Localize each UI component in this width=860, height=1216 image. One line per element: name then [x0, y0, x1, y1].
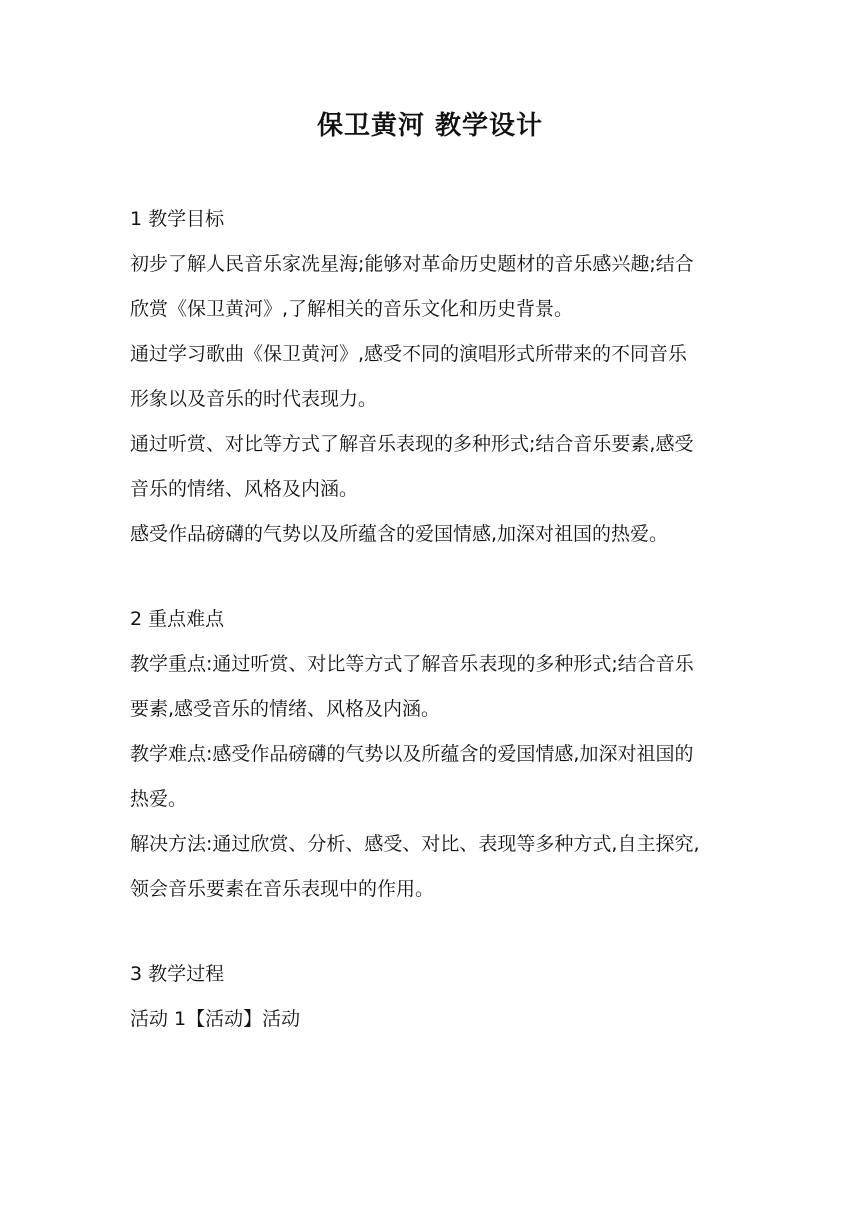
section-heading: 3 教学过程 [130, 963, 225, 985]
paragraph-line: 活动 1【活动】活动 [130, 1008, 301, 1030]
section-teaching-process [130, 952, 734, 1042]
section-heading: 1 教学目标 [130, 208, 225, 230]
section-spacer [130, 557, 734, 597]
paragraph-line: 形象以及音乐的时代表现力。 [130, 388, 378, 410]
paragraph-line: 要素,感受音乐的情绪、风格及内涵。 [130, 698, 441, 720]
section-spacer [130, 912, 734, 952]
paragraph-line: 感受作品磅礴的气势以及所蕴含的爱国情感,加深对祖国的热爱。 [130, 523, 669, 545]
document-body [130, 197, 734, 1042]
section-teaching-goals [130, 197, 734, 557]
paragraph-line: 音乐的情绪、风格及内涵。 [130, 478, 359, 500]
section-heading: 2 重点难点 [130, 608, 225, 630]
paragraph-line: 通过学习歌曲《保卫黄河》,感受不同的演唱形式所带来的不同音乐 [130, 343, 688, 365]
paragraph-line: 领会音乐要素在音乐表现中的作用。 [130, 878, 435, 900]
paragraph-line: 教学难点:感受作品磅礴的气势以及所蕴含的爱国情感,加深对祖国的 [130, 743, 694, 765]
paragraph-line: 热爱。 [130, 788, 188, 810]
document-title: 保卫黄河 教学设计 [316, 111, 544, 141]
paragraph-line: 通过听赏、对比等方式了解音乐表现的多种形式;结合音乐要素,感受 [130, 433, 694, 455]
section-key-difficulties [130, 597, 734, 912]
paragraph-line: 解决方法:通过欣赏、分析、感受、对比、表现等多种方式,自主探究, [130, 833, 700, 855]
paragraph-line: 初步了解人民音乐家冼星海;能够对革命历史题材的音乐感兴趣;结合 [130, 253, 694, 275]
paragraph-line: 教学重点:通过听赏、对比等方式了解音乐表现的多种形式;结合音乐 [130, 653, 694, 675]
paragraph-line: 欣赏《保卫黄河》,了解相关的音乐文化和历史背景。 [130, 298, 574, 320]
